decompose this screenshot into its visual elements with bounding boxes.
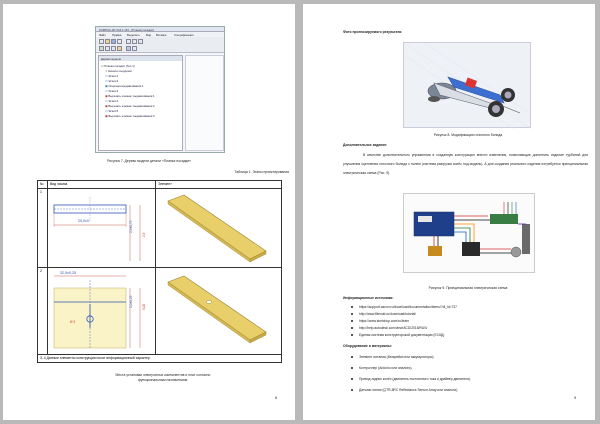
window-title: КОМПАС-3D V16.1 x64 - [Планка посадки]: [99, 27, 154, 32]
dim-hole-diameter: Ø 3: [70, 320, 76, 324]
sketch-cell: [48, 189, 156, 268]
dim-length-1: 25,0±0: [78, 219, 89, 223]
plank-2-render: [162, 272, 272, 354]
toolbar-section-icon[interactable]: [132, 46, 137, 51]
source-item: Единая система конструкторской документации (ЕСКД): [351, 333, 444, 337]
source-item[interactable]: https://www.sketchup.com/ru/learn: [351, 319, 409, 323]
table-final-row: [38, 355, 282, 363]
sketch-cell: [48, 268, 156, 355]
kompas-screenshot: [95, 26, 225, 153]
header-sketch: Вид эскиза: [48, 181, 156, 189]
row-number: 2: [38, 268, 48, 355]
equipment-item: Контроллер (Arduino или аналоги).: [351, 366, 412, 370]
source-item[interactable]: http://www.fllevoid.ru/download/tutorial/: [351, 312, 416, 316]
viewport[interactable]: [185, 55, 224, 151]
sketch-1-drawing: [50, 191, 154, 265]
dim-side-1: 2,5±0,75: [129, 220, 133, 233]
sketch-2-drawing: [50, 270, 154, 352]
figure-9-schematic: [403, 193, 535, 273]
tree-item-sketch5[interactable]: ▭ Эскиз:5: [105, 109, 119, 113]
tree-item-cut2[interactable]: ▣ Вырезать элемент выдавливания:2: [105, 104, 155, 108]
bottom-note: Места установки электронных компонентов и плат согласно функциональным назначениям.: [115, 373, 211, 382]
figure-8-caption: Рисунок 8. Модификация гоночного болида: [433, 133, 503, 137]
tree-item-sketch1[interactable]: ▭ Эскиз:1: [105, 74, 119, 78]
toolbar-rotate-icon[interactable]: [99, 46, 104, 51]
equipment-item: Элемент питания (батарейки или аккумуляторы).: [351, 355, 434, 359]
design-stages-table: [37, 180, 282, 363]
toolbar-pan-icon[interactable]: [111, 46, 116, 51]
final-row-text: 3, 4 Данные элементы конструкции носят информационный характер: [38, 355, 282, 363]
menu-view[interactable]: Вид: [146, 33, 152, 37]
tree-item-sketch2[interactable]: ▭ Эскиз:2: [105, 79, 119, 83]
plank-1-render: [162, 193, 272, 267]
header-element: Элемент: [156, 181, 282, 189]
tree-item-cut1[interactable]: ▣ Вырезать элемент выдавливания:1: [105, 94, 155, 98]
table-row: [38, 189, 282, 268]
tree-item-origin[interactable]: ✦ Начало координат: [105, 69, 133, 73]
table-1-caption: Таблица 1. Этапы проектирования: [234, 170, 289, 174]
equipment-item: Датчики линии (QTR-8RC Reflectance Sensor Array или аналоги).: [351, 388, 458, 392]
race-car-render: [404, 43, 532, 129]
figure-9-caption: Рисунок 9. Принципиальная электрическая схема: [428, 286, 508, 290]
photo-heading: Фото прогнозируемого результата:: [343, 30, 403, 34]
menu-insert[interactable]: Вставка: [156, 33, 167, 37]
extra-task-heading: Дополнительное задание:: [343, 143, 388, 147]
page-number-right: 9: [574, 395, 577, 400]
row-number: 1: [38, 189, 48, 268]
toolbar-zoom-icon[interactable]: [105, 46, 110, 51]
source-item[interactable]: https://support.ascon.ru/download/documentation/items/?dl_id=737: [351, 305, 457, 309]
toolbar-cut-icon[interactable]: [126, 39, 131, 44]
tree-item-sketch4[interactable]: ▭ Эскиз:4: [105, 99, 119, 103]
page-number-left: 8: [275, 395, 278, 400]
toolbar-open-icon[interactable]: [105, 39, 110, 44]
sources-heading: Информационные источники:: [343, 296, 394, 300]
toolbar-copy-icon[interactable]: [132, 39, 137, 44]
source-item[interactable]: http://help.autodesk.com/view/ACD/2018/RUS/: [351, 326, 427, 330]
dim-height-1: 2,5: [142, 232, 146, 237]
figure-8-render: [403, 42, 531, 128]
dim-height-2: 5,00: [142, 303, 146, 310]
toolbar-paste-icon[interactable]: [138, 39, 143, 44]
toolbar-shade-icon[interactable]: [126, 46, 131, 51]
equipment-heading: Оборудование и материалы:: [343, 344, 392, 348]
dim-side-2: 1,0±0,25: [129, 295, 133, 308]
extra-task-paragraph: В качестве дополнительного упражнения в созданную конструкцию внести изменения, позволяющие дополнить изделие турбиной для улучшения сцепления гоночного болида с полем (система разгрузки колёс под модель). А для создания реального изделия потребуется принципиальная электрическая схема (Рис. 9).: [343, 153, 588, 175]
model-tree-panel: [98, 55, 183, 151]
tree-item-sketch3[interactable]: ▭ Эскиз:3: [105, 89, 119, 93]
toolbar-save-icon[interactable]: [111, 39, 116, 44]
dim-length-2: 32,5±0,25: [60, 271, 76, 275]
page-8: [3, 4, 295, 420]
menu-edit[interactable]: Правка: [112, 33, 122, 37]
toolbar-new-icon[interactable]: [99, 39, 104, 44]
tree-item-extrude1[interactable]: ▣ Операция выдавливания:1: [105, 84, 144, 88]
toolbar-view-icon[interactable]: [117, 46, 122, 51]
page-9: [303, 4, 595, 420]
panel-title: Дерево модели: [101, 56, 122, 61]
figure-7-caption: Рисунок 7. Дерево модели детали «Планка посадки»: [107, 159, 191, 163]
table-row: [38, 268, 282, 355]
circuit-diagram: [404, 194, 536, 274]
toolbar: [96, 37, 224, 53]
table-header-row: [38, 181, 282, 189]
menu-select[interactable]: Выделить: [127, 33, 140, 37]
equipment-item: Привод задних колёс (двигатель постоянного тока и драйвер двигателя).: [351, 377, 471, 381]
tree-item-root[interactable]: ⊟ Планка посадки (Тел-1): [101, 64, 135, 68]
toolbar-print-icon[interactable]: [117, 39, 122, 44]
menu-file[interactable]: Файл: [99, 33, 106, 37]
header-number: №: [38, 181, 48, 189]
element-cell: [156, 189, 282, 268]
panel-header: [99, 56, 182, 61]
menu-spec[interactable]: Спецификация: [174, 33, 194, 37]
tree-item-cut3[interactable]: ▣ Вырезать элемент выдавливания:3: [105, 114, 155, 118]
element-cell: [156, 268, 282, 355]
